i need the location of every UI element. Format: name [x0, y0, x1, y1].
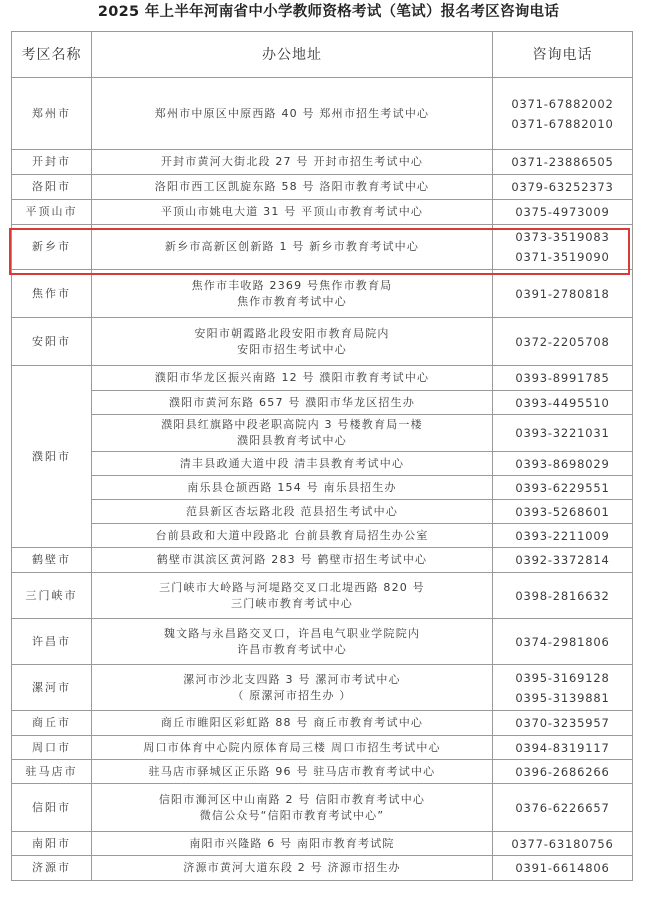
table-row — [12, 619, 633, 665]
phone-cell — [493, 318, 633, 366]
address-line: 郑州市中原区中原西路 40 号 郑州市招生考试中心 — [154, 106, 430, 120]
table-body — [12, 78, 633, 881]
region-cell: 郑州市 — [12, 78, 92, 150]
address-cell — [92, 366, 493, 391]
table-row — [12, 736, 633, 760]
region-cell: 驻马店市 — [12, 760, 92, 784]
phone-number: 0393-4495510 — [515, 395, 610, 410]
address-cell — [92, 391, 493, 415]
address-cell — [92, 619, 493, 665]
address-line: 新乡市高新区创新路 1 号 新乡市教育考试中心 — [164, 240, 420, 253]
address-line: 魏文路与永昌路交叉口，许昌电气职业学院院内 — [163, 626, 421, 640]
address-cell — [92, 270, 493, 318]
region-cell: 新乡市 — [12, 225, 92, 270]
contact-table — [11, 31, 633, 881]
phone-number: 0370-3235957 — [515, 716, 610, 730]
address-cell — [92, 150, 493, 175]
address-line: 三门峡市大岭路与河堤路交叉口北堤西路 820 号 — [159, 580, 425, 594]
phone-cell — [493, 366, 633, 391]
phone-cell — [493, 548, 633, 573]
address-line: 濮阳县教育考试中心 — [237, 434, 347, 447]
table-row — [12, 500, 633, 524]
address-line: 濮阳市华龙区振兴南路 12 号 濮阳市教育考试中心 — [154, 371, 430, 384]
phone-cell — [493, 619, 633, 665]
phone-cell — [493, 711, 633, 736]
table-row — [12, 856, 633, 881]
address-cell — [92, 760, 493, 784]
phone-number: 0374-2981806 — [515, 634, 610, 649]
phone-cell — [493, 665, 633, 711]
phone-number: 0398-2816632 — [515, 588, 610, 603]
address-cell — [92, 78, 493, 150]
phone-number: 0393-8698029 — [515, 456, 610, 471]
address-cell — [92, 832, 493, 856]
table-row — [12, 711, 633, 736]
phone-number: 0393-5268601 — [515, 504, 610, 519]
region-cell: 开封市 — [12, 150, 92, 175]
phone-number: 0395-3169128 — [515, 670, 610, 685]
header-address: 办公地址 — [92, 32, 493, 78]
phone-number: 0377-63180756 — [511, 836, 614, 851]
phone-cell — [493, 500, 633, 524]
address-cell — [92, 524, 493, 548]
region-cell: 南阳市 — [12, 832, 92, 856]
phone-number: 0372-2205708 — [515, 334, 610, 349]
address-line: 南乐县仓颉西路 154 号 南乐县招生办 — [187, 480, 397, 494]
phone-cell — [493, 573, 633, 619]
address-line: （ 原漯河市招生办 ） — [232, 688, 352, 702]
address-cell — [92, 573, 493, 619]
phone-cell — [493, 78, 633, 150]
region-cell: 安阳市 — [12, 318, 92, 366]
table-row — [12, 391, 633, 415]
phone-number: 0393-8991785 — [515, 371, 610, 385]
table-row — [12, 760, 633, 784]
phone-number: 0371-23886505 — [511, 155, 614, 169]
address-line: 信阳市浉河区中山南路 2 号 信阳市教育考试中心 — [158, 792, 426, 806]
address-line: 安阳市朝霞路北段安阳市教育局院内 — [194, 326, 390, 340]
phone-number: 0371-67882002 — [511, 96, 614, 111]
phone-number: 0376-6226657 — [515, 800, 610, 815]
address-line: 南阳市兴隆路 6 号 南阳市教育考试院 — [189, 836, 395, 850]
phone-number: 0379-63252373 — [511, 180, 614, 194]
address-line: 周口市体育中心院内原体育局三楼 周口市招生考试中心 — [143, 740, 441, 754]
region-cell: 济源市 — [12, 856, 92, 881]
phone-cell — [493, 200, 633, 225]
table-row — [12, 548, 633, 573]
phone-cell — [493, 150, 633, 175]
address-line: 濮阳县红旗路中段老职高院内 3 号楼教育局一楼 — [161, 418, 423, 431]
phone-cell — [493, 476, 633, 500]
phone-cell — [493, 832, 633, 856]
phone-number: 0393-3221031 — [515, 426, 610, 440]
address-line: 开封市黄河大街北段 27 号 开封市招生考试中心 — [160, 155, 424, 168]
region-cell: 漯河市 — [12, 665, 92, 711]
table-row — [12, 366, 633, 391]
table-row — [12, 415, 633, 452]
address-line: 清丰县政通大道中段 清丰县教育考试中心 — [179, 456, 405, 470]
address-cell — [92, 200, 493, 225]
region-cell: 平顶山市 — [12, 200, 92, 225]
phone-cell — [493, 524, 633, 548]
phone-number: 0375-4973009 — [515, 205, 610, 219]
phone-number: 0391-6614806 — [515, 861, 610, 875]
region-cell: 洛阳市 — [12, 175, 92, 200]
address-line: 濮阳市黄河东路 657 号 濮阳市华龙区招生办 — [168, 395, 416, 409]
header-phone: 咨询电话 — [493, 32, 633, 78]
page-title: 2025 年上半年河南省中小学教师资格考试（笔试）报名考区咨询电话 — [97, 4, 560, 20]
address-cell — [92, 784, 493, 832]
address-cell — [92, 175, 493, 200]
phone-number: 0394-8319117 — [515, 740, 610, 755]
table-row — [12, 270, 633, 318]
header-region: 考区名称 — [12, 32, 92, 78]
phone-number: 0371-67882010 — [511, 116, 614, 131]
address-line: 微信公众号“信阳市教育考试中心” — [199, 808, 385, 822]
phone-number: 0373-3519083 — [515, 230, 610, 244]
table-row — [12, 784, 633, 832]
phone-number: 0392-3372814 — [515, 553, 610, 567]
address-cell — [92, 856, 493, 881]
table-row — [12, 150, 633, 175]
phone-cell — [493, 175, 633, 200]
region-cell: 周口市 — [12, 736, 92, 760]
table-row — [12, 665, 633, 711]
phone-number: 0393-2211009 — [515, 528, 610, 543]
address-line: 台前县政和大道中段路北 台前县教育局招生办公室 — [155, 528, 429, 542]
phone-cell — [493, 225, 633, 270]
table-header-row — [12, 32, 633, 78]
region-cell: 三门峡市 — [12, 573, 92, 619]
address-cell — [92, 318, 493, 366]
address-line: 驻马店市驿城区正乐路 96 号 驻马店市教育考试中心 — [148, 764, 436, 778]
phone-cell — [493, 452, 633, 476]
address-cell — [92, 665, 493, 711]
phone-cell — [493, 736, 633, 760]
address-line: 济源市黄河大道东段 2 号 济源市招生办 — [183, 861, 401, 874]
region-cell: 许昌市 — [12, 619, 92, 665]
address-line: 洛阳市西工区凯旋东路 58 号 洛阳市教育考试中心 — [154, 180, 430, 193]
region-cell: 濮阳市 — [12, 366, 92, 548]
address-line: 许昌市教育考试中心 — [237, 642, 347, 656]
table-row — [12, 225, 633, 270]
address-line: 范县新区杏坛路北段 范县招生考试中心 — [185, 504, 399, 518]
table-row — [12, 832, 633, 856]
phone-cell — [493, 391, 633, 415]
phone-cell — [493, 856, 633, 881]
region-cell: 信阳市 — [12, 784, 92, 832]
phone-cell — [493, 415, 633, 452]
phone-number: 0391-2780818 — [515, 286, 610, 301]
address-line: 鹤壁市淇滨区黄河路 283 号 鹤壁市招生考试中心 — [156, 553, 428, 566]
phone-number: 0395-3139881 — [515, 690, 610, 705]
address-cell — [92, 225, 493, 270]
address-line: 安阳市招生考试中心 — [237, 342, 347, 356]
table-row — [12, 452, 633, 476]
phone-number: 0371-3519090 — [515, 250, 610, 264]
phone-number: 0393-6229551 — [515, 480, 610, 495]
address-cell — [92, 476, 493, 500]
address-line: 三门峡市教育考试中心 — [231, 596, 353, 610]
phone-cell — [493, 270, 633, 318]
address-cell — [92, 500, 493, 524]
table-row — [12, 573, 633, 619]
address-line: 平顶山市姚电大道 31 号 平顶山市教育考试中心 — [160, 205, 424, 218]
table-row — [12, 78, 633, 150]
region-cell: 鹤壁市 — [12, 548, 92, 573]
table-row — [12, 200, 633, 225]
table-row — [12, 318, 633, 366]
phone-cell — [493, 760, 633, 784]
region-cell: 焦作市 — [12, 270, 92, 318]
table-row — [12, 175, 633, 200]
address-line: 漯河市沙北支四路 3 号 漯河市考试中心 — [183, 672, 401, 686]
address-cell — [92, 736, 493, 760]
address-cell — [92, 711, 493, 736]
region-cell: 商丘市 — [12, 711, 92, 736]
address-cell — [92, 548, 493, 573]
table-row — [12, 476, 633, 500]
address-cell — [92, 415, 493, 452]
address-line: 商丘市睢阳区彩虹路 88 号 商丘市教育考试中心 — [160, 716, 424, 729]
address-line: 焦作市教育考试中心 — [237, 294, 347, 308]
phone-number: 0396-2686266 — [515, 764, 610, 779]
address-cell — [92, 452, 493, 476]
phone-cell — [493, 784, 633, 832]
table-row — [12, 524, 633, 548]
address-line: 焦作市丰收路 2369 号焦作市教育局 — [191, 278, 393, 292]
